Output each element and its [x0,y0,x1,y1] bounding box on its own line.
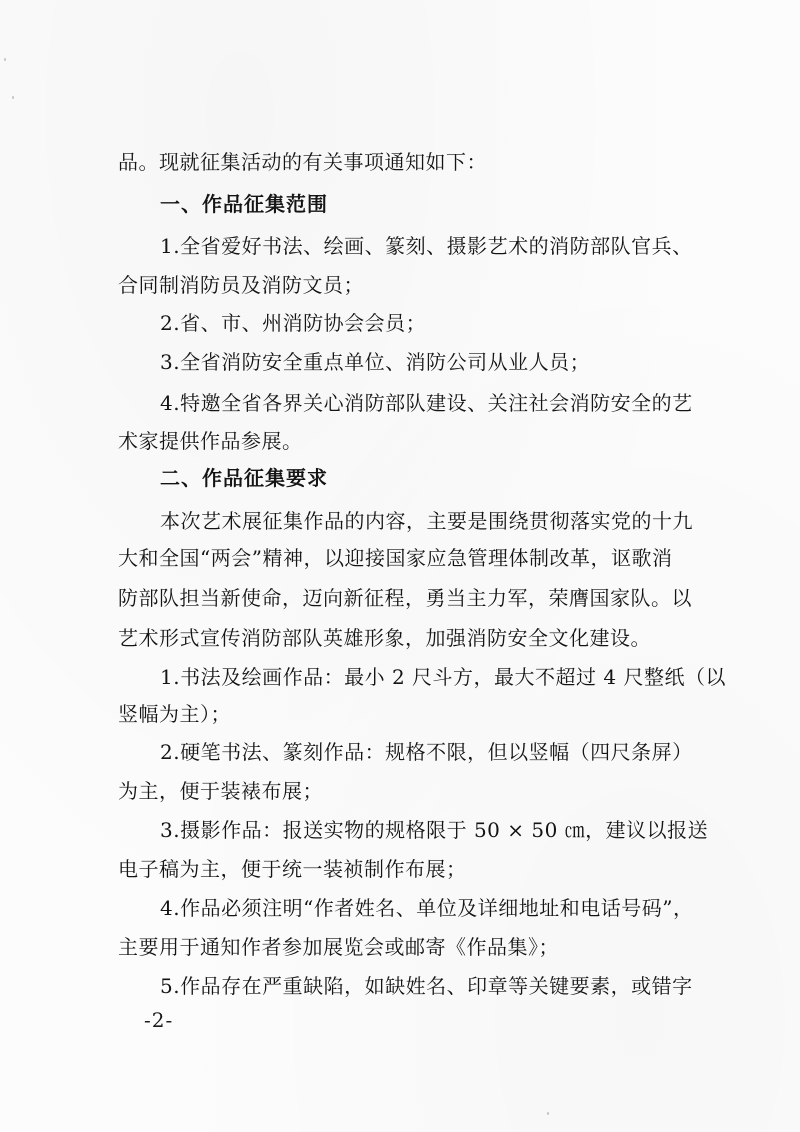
text-line-5: 2.省、市、州消防协会会员； [160,311,427,335]
text-line-7: 4.特邀全省各界关心消防部队建设、关注社会消防安全的艺 [160,391,693,415]
text-line-1: 品。现就征集活动的有关事项通知如下： [118,150,487,174]
text-line-16: 2.硬笔书法、篆刻作品：规格不限，但以竖幅（四尺条屏） [160,740,693,764]
section-heading-2: 二、作品征集要求 [160,466,328,490]
section-heading-1: 一、作品征集范围 [160,192,328,216]
page-number: -2- [144,1008,174,1032]
text-line-11: 大和全国“两会”精神，以迎接国家应急管理体制改革，讴歌消 [118,546,673,570]
text-line-10: 本次艺术展征集作品的内容，主要是围绕贯彻落实党的十九 [160,509,693,533]
text-line-12: 防部队担当新使命，迈向新征程，勇当主力军，荣膺国家队。以 [118,586,692,610]
text-line-4: 合同制消防员及消防文员； [118,273,364,297]
text-line-8: 术家提供作品参展。 [118,429,303,453]
text-line-18: 3.摄影作品：报送实物的规格限于 50 × 50 ㎝，建议以报送 [160,818,709,842]
text-line-6: 3.全省消防安全重点单位、消防公司从业人员； [160,350,591,374]
scan-speck [4,58,6,61]
text-line-3: 1.全省爱好书法、绘画、篆刻、摄影艺术的消防部队官兵、 [160,234,693,258]
text-line-21: 主要用于通知作者参加展览会或邮寄《作品集》； [118,935,559,959]
scan-speck [547,1112,549,1115]
text-line-20: 4.作品必须注明“作者姓名、单位及详细地址和电话号码”， [160,896,694,920]
text-line-15: 竖幅为主）； [118,702,231,726]
text-line-13: 艺术形式宣传消防部队英雄形象，加强消防安全文化建设。 [118,626,651,650]
text-line-14: 1.书法及绘画作品：最小 2 尺斗方，最大不超过 4 尺整纸（以 [160,665,726,689]
text-line-17: 为主，便于装裱布展； [118,779,323,803]
text-line-19: 电子稿为主，便于统一装祯制作布展； [118,857,467,881]
scan-speck [12,96,14,99]
text-line-22: 5.作品存在严重缺陷，如缺姓名、印章等关键要素，或错字 [160,974,693,998]
